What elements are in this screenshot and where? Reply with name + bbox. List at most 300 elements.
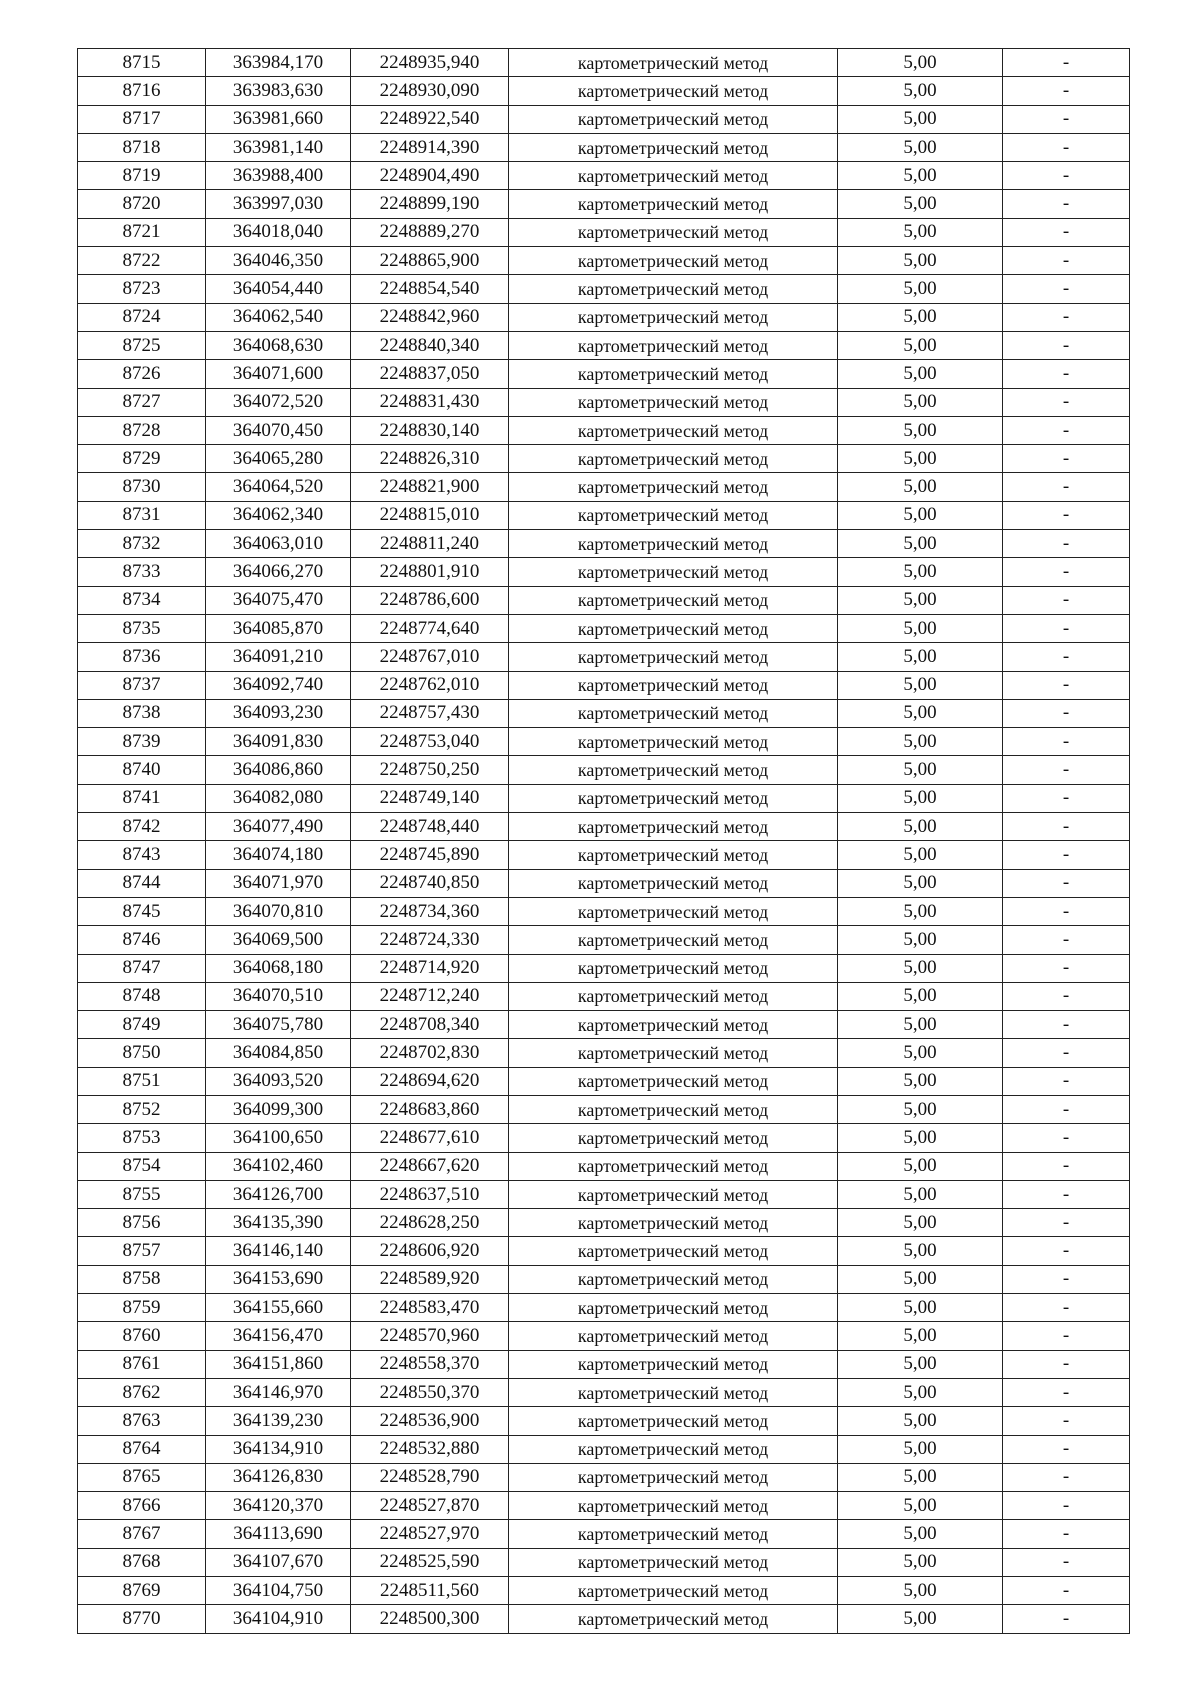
y-coordinate-cell: 2248748,440 [351, 813, 509, 841]
method-cell: картометрический метод [509, 530, 838, 558]
method-cell: картометрический метод [509, 926, 838, 954]
y-coordinate-cell: 2248762,010 [351, 671, 509, 699]
table-row [78, 1294, 1130, 1322]
description-cell: - [1003, 586, 1130, 614]
coordinates-table-body [78, 49, 1130, 1634]
accuracy-cell: 5,00 [838, 756, 1003, 784]
point-number-cell: 8718 [78, 133, 206, 161]
description-cell: - [1003, 1039, 1130, 1067]
y-coordinate-cell: 2248842,960 [351, 303, 509, 331]
point-number-cell: 8724 [78, 303, 206, 331]
x-coordinate-cell: 364092,740 [206, 671, 351, 699]
method-cell: картометрический метод [509, 303, 838, 331]
description-cell: - [1003, 1294, 1130, 1322]
y-coordinate-cell: 2248694,620 [351, 1067, 509, 1095]
table-row [78, 671, 1130, 699]
accuracy-cell: 5,00 [838, 303, 1003, 331]
description-cell: - [1003, 360, 1130, 388]
x-coordinate-cell: 364069,500 [206, 926, 351, 954]
method-cell: картометрический метод [509, 49, 838, 77]
x-coordinate-cell: 364071,600 [206, 360, 351, 388]
point-number-cell: 8740 [78, 756, 206, 784]
method-cell: картометрический метод [509, 728, 838, 756]
method-cell: картометрический метод [509, 671, 838, 699]
x-coordinate-cell: 364146,970 [206, 1378, 351, 1406]
method-cell: картометрический метод [509, 445, 838, 473]
description-cell: - [1003, 1350, 1130, 1378]
method-cell: картометрический метод [509, 1124, 838, 1152]
description-cell: - [1003, 331, 1130, 359]
point-number-cell: 8727 [78, 388, 206, 416]
point-number-cell: 8734 [78, 586, 206, 614]
y-coordinate-cell: 2248708,340 [351, 1011, 509, 1039]
table-row [78, 1265, 1130, 1293]
y-coordinate-cell: 2248801,910 [351, 558, 509, 586]
x-coordinate-cell: 364091,830 [206, 728, 351, 756]
description-cell: - [1003, 190, 1130, 218]
accuracy-cell: 5,00 [838, 473, 1003, 501]
method-cell: картометрический метод [509, 586, 838, 614]
table-row [78, 1520, 1130, 1548]
table-row [78, 247, 1130, 275]
accuracy-cell: 5,00 [838, 1039, 1003, 1067]
description-cell: - [1003, 1124, 1130, 1152]
point-number-cell: 8716 [78, 77, 206, 105]
x-coordinate-cell: 364054,440 [206, 275, 351, 303]
point-number-cell: 8766 [78, 1492, 206, 1520]
x-coordinate-cell: 364070,450 [206, 416, 351, 444]
x-coordinate-cell: 364126,700 [206, 1180, 351, 1208]
method-cell: картометрический метод [509, 133, 838, 161]
accuracy-cell: 5,00 [838, 162, 1003, 190]
accuracy-cell: 5,00 [838, 501, 1003, 529]
table-row [78, 1152, 1130, 1180]
point-number-cell: 8723 [78, 275, 206, 303]
x-coordinate-cell: 364062,340 [206, 501, 351, 529]
table-row [78, 954, 1130, 982]
description-cell: - [1003, 105, 1130, 133]
table-row [78, 1180, 1130, 1208]
point-number-cell: 8763 [78, 1407, 206, 1435]
table-row [78, 869, 1130, 897]
method-cell: картометрический метод [509, 218, 838, 246]
x-coordinate-cell: 364104,750 [206, 1577, 351, 1605]
method-cell: картометрический метод [509, 416, 838, 444]
description-cell: - [1003, 982, 1130, 1010]
table-row [78, 388, 1130, 416]
x-coordinate-cell: 364072,520 [206, 388, 351, 416]
y-coordinate-cell: 2248683,860 [351, 1095, 509, 1123]
y-coordinate-cell: 2248821,900 [351, 473, 509, 501]
description-cell: - [1003, 445, 1130, 473]
x-coordinate-cell: 364071,970 [206, 869, 351, 897]
point-number-cell: 8720 [78, 190, 206, 218]
accuracy-cell: 5,00 [838, 614, 1003, 642]
table-row [78, 1237, 1130, 1265]
method-cell: картометрический метод [509, 473, 838, 501]
table-row [78, 784, 1130, 812]
point-number-cell: 8746 [78, 926, 206, 954]
y-coordinate-cell: 2248527,970 [351, 1520, 509, 1548]
accuracy-cell: 5,00 [838, 1067, 1003, 1095]
y-coordinate-cell: 2248830,140 [351, 416, 509, 444]
accuracy-cell: 5,00 [838, 926, 1003, 954]
table-row [78, 728, 1130, 756]
accuracy-cell: 5,00 [838, 671, 1003, 699]
point-number-cell: 8761 [78, 1350, 206, 1378]
x-coordinate-cell: 364075,470 [206, 586, 351, 614]
point-number-cell: 8741 [78, 784, 206, 812]
point-number-cell: 8770 [78, 1605, 206, 1633]
x-coordinate-cell: 364077,490 [206, 813, 351, 841]
x-coordinate-cell: 364153,690 [206, 1265, 351, 1293]
accuracy-cell: 5,00 [838, 1095, 1003, 1123]
x-coordinate-cell: 364091,210 [206, 643, 351, 671]
method-cell: картометрический метод [509, 247, 838, 275]
point-number-cell: 8733 [78, 558, 206, 586]
x-coordinate-cell: 364102,460 [206, 1152, 351, 1180]
point-number-cell: 8737 [78, 671, 206, 699]
table-row [78, 530, 1130, 558]
description-cell: - [1003, 614, 1130, 642]
description-cell: - [1003, 1492, 1130, 1520]
x-coordinate-cell: 363988,400 [206, 162, 351, 190]
method-cell: картометрический метод [509, 331, 838, 359]
description-cell: - [1003, 162, 1130, 190]
description-cell: - [1003, 530, 1130, 558]
y-coordinate-cell: 2248583,470 [351, 1294, 509, 1322]
x-coordinate-cell: 364046,350 [206, 247, 351, 275]
table-row [78, 49, 1130, 77]
accuracy-cell: 5,00 [838, 813, 1003, 841]
description-cell: - [1003, 558, 1130, 586]
x-coordinate-cell: 364070,810 [206, 897, 351, 925]
table-row [78, 813, 1130, 841]
accuracy-cell: 5,00 [838, 49, 1003, 77]
accuracy-cell: 5,00 [838, 784, 1003, 812]
table-row [78, 643, 1130, 671]
y-coordinate-cell: 2248500,300 [351, 1605, 509, 1633]
description-cell: - [1003, 671, 1130, 699]
method-cell: картометрический метод [509, 501, 838, 529]
description-cell: - [1003, 275, 1130, 303]
y-coordinate-cell: 2248525,590 [351, 1548, 509, 1576]
description-cell: - [1003, 1520, 1130, 1548]
accuracy-cell: 5,00 [838, 982, 1003, 1010]
method-cell: картометрический метод [509, 558, 838, 586]
description-cell: - [1003, 1435, 1130, 1463]
method-cell: картометрический метод [509, 275, 838, 303]
description-cell: - [1003, 728, 1130, 756]
description-cell: - [1003, 1605, 1130, 1633]
method-cell: картометрический метод [509, 360, 838, 388]
method-cell: картометрический метод [509, 77, 838, 105]
y-coordinate-cell: 2248734,360 [351, 897, 509, 925]
x-coordinate-cell: 364084,850 [206, 1039, 351, 1067]
y-coordinate-cell: 2248712,240 [351, 982, 509, 1010]
point-number-cell: 8768 [78, 1548, 206, 1576]
accuracy-cell: 5,00 [838, 1548, 1003, 1576]
description-cell: - [1003, 897, 1130, 925]
x-coordinate-cell: 364018,040 [206, 218, 351, 246]
y-coordinate-cell: 2248536,900 [351, 1407, 509, 1435]
table-row [78, 1577, 1130, 1605]
description-cell: - [1003, 1463, 1130, 1491]
table-row [78, 1209, 1130, 1237]
description-cell: - [1003, 1152, 1130, 1180]
method-cell: картометрический метод [509, 1237, 838, 1265]
table-row [78, 162, 1130, 190]
x-coordinate-cell: 364070,510 [206, 982, 351, 1010]
accuracy-cell: 5,00 [838, 1605, 1003, 1633]
table-row [78, 416, 1130, 444]
method-cell: картометрический метод [509, 756, 838, 784]
point-number-cell: 8721 [78, 218, 206, 246]
accuracy-cell: 5,00 [838, 1294, 1003, 1322]
table-row [78, 1605, 1130, 1633]
accuracy-cell: 5,00 [838, 1237, 1003, 1265]
table-row [78, 77, 1130, 105]
y-coordinate-cell: 2248740,850 [351, 869, 509, 897]
x-coordinate-cell: 364135,390 [206, 1209, 351, 1237]
y-coordinate-cell: 2248786,600 [351, 586, 509, 614]
method-cell: картометрический метод [509, 1294, 838, 1322]
point-number-cell: 8729 [78, 445, 206, 473]
description-cell: - [1003, 1265, 1130, 1293]
table-row [78, 1548, 1130, 1576]
point-number-cell: 8748 [78, 982, 206, 1010]
point-number-cell: 8739 [78, 728, 206, 756]
accuracy-cell: 5,00 [838, 1152, 1003, 1180]
table-row [78, 897, 1130, 925]
x-coordinate-cell: 364093,520 [206, 1067, 351, 1095]
point-number-cell: 8742 [78, 813, 206, 841]
table-row [78, 133, 1130, 161]
x-coordinate-cell: 364156,470 [206, 1322, 351, 1350]
point-number-cell: 8769 [78, 1577, 206, 1605]
point-number-cell: 8743 [78, 841, 206, 869]
description-cell: - [1003, 473, 1130, 501]
point-number-cell: 8747 [78, 954, 206, 982]
x-coordinate-cell: 364151,860 [206, 1350, 351, 1378]
method-cell: картометрический метод [509, 869, 838, 897]
accuracy-cell: 5,00 [838, 445, 1003, 473]
y-coordinate-cell: 2248826,310 [351, 445, 509, 473]
accuracy-cell: 5,00 [838, 841, 1003, 869]
y-coordinate-cell: 2248511,560 [351, 1577, 509, 1605]
description-cell: - [1003, 1322, 1130, 1350]
description-cell: - [1003, 1577, 1130, 1605]
y-coordinate-cell: 2248527,870 [351, 1492, 509, 1520]
method-cell: картометрический метод [509, 1577, 838, 1605]
description-cell: - [1003, 699, 1130, 727]
description-cell: - [1003, 1378, 1130, 1406]
description-cell: - [1003, 218, 1130, 246]
x-coordinate-cell: 364085,870 [206, 614, 351, 642]
accuracy-cell: 5,00 [838, 897, 1003, 925]
point-number-cell: 8725 [78, 331, 206, 359]
point-number-cell: 8754 [78, 1152, 206, 1180]
point-number-cell: 8730 [78, 473, 206, 501]
accuracy-cell: 5,00 [838, 1180, 1003, 1208]
point-number-cell: 8745 [78, 897, 206, 925]
accuracy-cell: 5,00 [838, 1322, 1003, 1350]
y-coordinate-cell: 2248570,960 [351, 1322, 509, 1350]
table-row [78, 1435, 1130, 1463]
point-number-cell: 8759 [78, 1294, 206, 1322]
method-cell: картометрический метод [509, 841, 838, 869]
table-row [78, 1463, 1130, 1491]
method-cell: картометрический метод [509, 699, 838, 727]
description-cell: - [1003, 49, 1130, 77]
table-row [78, 190, 1130, 218]
method-cell: картометрический метод [509, 614, 838, 642]
point-number-cell: 8764 [78, 1435, 206, 1463]
x-coordinate-cell: 364068,180 [206, 954, 351, 982]
point-number-cell: 8749 [78, 1011, 206, 1039]
y-coordinate-cell: 2248930,090 [351, 77, 509, 105]
accuracy-cell: 5,00 [838, 1209, 1003, 1237]
y-coordinate-cell: 2248757,430 [351, 699, 509, 727]
x-coordinate-cell: 364134,910 [206, 1435, 351, 1463]
method-cell: картометрический метод [509, 190, 838, 218]
table-row [78, 105, 1130, 133]
description-cell: - [1003, 77, 1130, 105]
table-row [78, 1095, 1130, 1123]
method-cell: картометрический метод [509, 1435, 838, 1463]
table-row [78, 699, 1130, 727]
x-coordinate-cell: 364065,280 [206, 445, 351, 473]
point-number-cell: 8767 [78, 1520, 206, 1548]
x-coordinate-cell: 363981,660 [206, 105, 351, 133]
point-number-cell: 8719 [78, 162, 206, 190]
description-cell: - [1003, 1011, 1130, 1039]
method-cell: картометрический метод [509, 1548, 838, 1576]
table-row [78, 1124, 1130, 1152]
method-cell: картометрический метод [509, 1152, 838, 1180]
method-cell: картометрический метод [509, 1492, 838, 1520]
accuracy-cell: 5,00 [838, 954, 1003, 982]
y-coordinate-cell: 2248922,540 [351, 105, 509, 133]
table-row [78, 331, 1130, 359]
y-coordinate-cell: 2248767,010 [351, 643, 509, 671]
description-cell: - [1003, 869, 1130, 897]
x-coordinate-cell: 364099,300 [206, 1095, 351, 1123]
x-coordinate-cell: 364100,650 [206, 1124, 351, 1152]
x-coordinate-cell: 364068,630 [206, 331, 351, 359]
method-cell: картометрический метод [509, 1209, 838, 1237]
x-coordinate-cell: 364074,180 [206, 841, 351, 869]
table-row [78, 303, 1130, 331]
description-cell: - [1003, 416, 1130, 444]
point-number-cell: 8756 [78, 1209, 206, 1237]
description-cell: - [1003, 1407, 1130, 1435]
description-cell: - [1003, 1548, 1130, 1576]
x-coordinate-cell: 364075,780 [206, 1011, 351, 1039]
y-coordinate-cell: 2248899,190 [351, 190, 509, 218]
y-coordinate-cell: 2248904,490 [351, 162, 509, 190]
y-coordinate-cell: 2248724,330 [351, 926, 509, 954]
x-coordinate-cell: 364064,520 [206, 473, 351, 501]
accuracy-cell: 5,00 [838, 1265, 1003, 1293]
accuracy-cell: 5,00 [838, 416, 1003, 444]
y-coordinate-cell: 2248914,390 [351, 133, 509, 161]
table-row [78, 473, 1130, 501]
y-coordinate-cell: 2248811,240 [351, 530, 509, 558]
table-row [78, 982, 1130, 1010]
method-cell: картометрический метод [509, 813, 838, 841]
y-coordinate-cell: 2248831,430 [351, 388, 509, 416]
table-row [78, 841, 1130, 869]
x-coordinate-cell: 364066,270 [206, 558, 351, 586]
x-coordinate-cell: 364093,230 [206, 699, 351, 727]
description-cell: - [1003, 388, 1130, 416]
x-coordinate-cell: 364155,660 [206, 1294, 351, 1322]
method-cell: картометрический метод [509, 1407, 838, 1435]
point-number-cell: 8762 [78, 1378, 206, 1406]
accuracy-cell: 5,00 [838, 247, 1003, 275]
y-coordinate-cell: 2248745,890 [351, 841, 509, 869]
method-cell: картометрический метод [509, 1322, 838, 1350]
table-row [78, 1322, 1130, 1350]
accuracy-cell: 5,00 [838, 105, 1003, 133]
y-coordinate-cell: 2248528,790 [351, 1463, 509, 1491]
x-coordinate-cell: 363981,140 [206, 133, 351, 161]
table-row [78, 586, 1130, 614]
x-coordinate-cell: 363997,030 [206, 190, 351, 218]
table-row [78, 558, 1130, 586]
method-cell: картометрический метод [509, 1180, 838, 1208]
accuracy-cell: 5,00 [838, 218, 1003, 246]
accuracy-cell: 5,00 [838, 388, 1003, 416]
x-coordinate-cell: 364120,370 [206, 1492, 351, 1520]
accuracy-cell: 5,00 [838, 1492, 1003, 1520]
description-cell: - [1003, 1095, 1130, 1123]
description-cell: - [1003, 756, 1130, 784]
y-coordinate-cell: 2248865,900 [351, 247, 509, 275]
point-number-cell: 8722 [78, 247, 206, 275]
y-coordinate-cell: 2248753,040 [351, 728, 509, 756]
y-coordinate-cell: 2248702,830 [351, 1039, 509, 1067]
description-cell: - [1003, 784, 1130, 812]
accuracy-cell: 5,00 [838, 728, 1003, 756]
point-number-cell: 8752 [78, 1095, 206, 1123]
x-coordinate-cell: 364126,830 [206, 1463, 351, 1491]
y-coordinate-cell: 2248667,620 [351, 1152, 509, 1180]
table-row [78, 445, 1130, 473]
table-row [78, 756, 1130, 784]
method-cell: картометрический метод [509, 1463, 838, 1491]
method-cell: картометрический метод [509, 162, 838, 190]
description-cell: - [1003, 133, 1130, 161]
x-coordinate-cell: 364139,230 [206, 1407, 351, 1435]
accuracy-cell: 5,00 [838, 558, 1003, 586]
point-number-cell: 8715 [78, 49, 206, 77]
accuracy-cell: 5,00 [838, 360, 1003, 388]
y-coordinate-cell: 2248935,940 [351, 49, 509, 77]
table-row [78, 275, 1130, 303]
table-row [78, 1039, 1130, 1067]
method-cell: картометрический метод [509, 784, 838, 812]
table-row [78, 1378, 1130, 1406]
method-cell: картометрический метод [509, 1378, 838, 1406]
method-cell: картометрический метод [509, 1095, 838, 1123]
description-cell: - [1003, 643, 1130, 671]
method-cell: картометрический метод [509, 982, 838, 1010]
description-cell: - [1003, 303, 1130, 331]
point-number-cell: 8731 [78, 501, 206, 529]
y-coordinate-cell: 2248854,540 [351, 275, 509, 303]
